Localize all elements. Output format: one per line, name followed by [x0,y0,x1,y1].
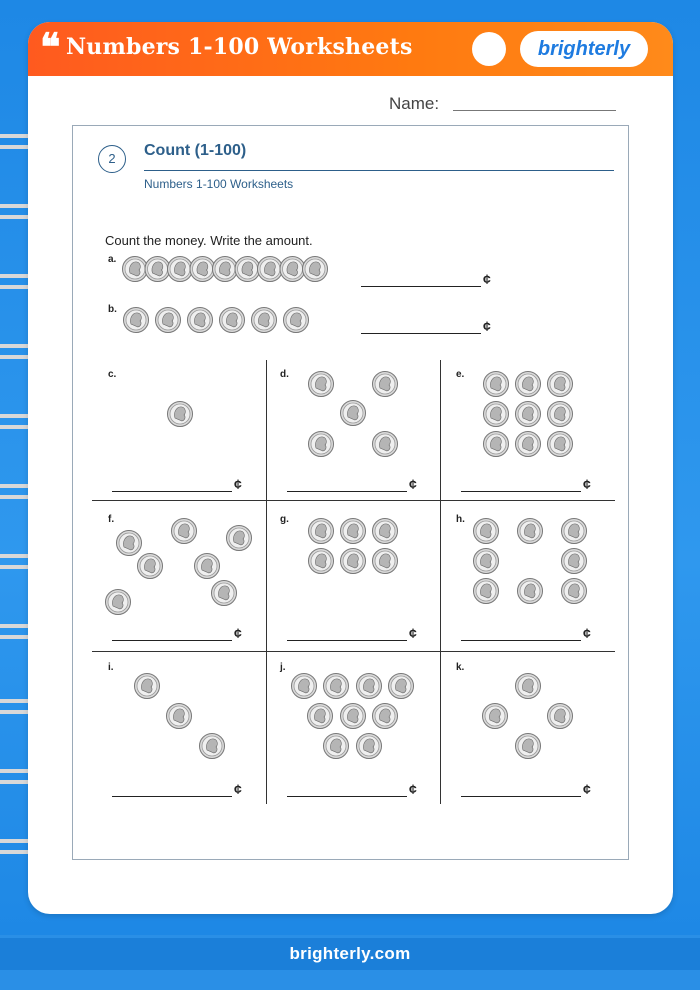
dime-coin-icon [373,704,398,729]
dime-coin-icon [548,372,573,397]
problem-label-h: h. [456,514,465,525]
dime-coin-icon [324,674,349,699]
dime-coin-icon [284,308,309,333]
coin-layer [28,22,673,914]
cent-sign: ¢ [234,781,242,797]
dime-coin-icon [212,581,237,606]
dime-coin-icon [167,704,192,729]
cent-sign: ¢ [234,625,242,641]
dime-coin-icon [516,402,541,427]
problem-label-e: e. [456,369,465,380]
dime-coin-icon [258,257,283,282]
dime-coin-icon [357,734,382,759]
dime-coin-icon [483,704,508,729]
dime-coin-icon [341,549,366,574]
cent-sign: ¢ [583,781,591,797]
header-title: Numbers 1-100 Worksheets [66,34,413,60]
dime-coin-icon [516,734,541,759]
dime-coin-icon [124,308,149,333]
cent-sign: ¢ [409,476,417,492]
dime-coin-icon [474,549,499,574]
exercise-title: Count (1-100) [144,142,247,159]
cent-sign: ¢ [234,476,242,492]
dime-coin-icon [518,579,543,604]
dime-coin-icon [195,554,220,579]
dime-coin-icon [292,674,317,699]
dime-coin-icon [562,579,587,604]
dime-coin-icon [324,734,349,759]
worksheet-card [28,22,673,914]
dime-coin-icon [280,257,305,282]
dime-coin-icon [373,372,398,397]
dime-coin-icon [123,257,148,282]
dime-coin-icon [474,519,499,544]
problem-label-d: d. [280,369,289,380]
problem-label-c: c. [108,369,117,380]
cent-sign: ¢ [409,781,417,797]
dime-coin-icon [135,674,160,699]
dime-coin-icon [138,554,163,579]
dime-coin-icon [516,432,541,457]
dime-coin-icon [309,549,334,574]
exercise-subtitle: Numbers 1-100 Worksheets [144,177,294,191]
dime-coin-icon [200,734,225,759]
dime-coin-icon [252,308,277,333]
cent-sign: ¢ [483,318,491,334]
dime-coin-icon [172,519,197,544]
dime-coin-icon [188,308,213,333]
dime-coin-icon [309,519,334,544]
dime-coin-icon [227,526,252,551]
dime-coin-icon [474,579,499,604]
quote-icon: ❝ [40,24,61,69]
dime-coin-icon [303,257,328,282]
problem-label-g: g. [280,514,289,525]
dime-coin-icon [341,401,366,426]
dime-coin-icon [213,257,238,282]
dime-coin-icon [548,704,573,729]
dime-coin-icon [357,674,382,699]
dime-coin-icon [484,402,509,427]
cent-sign: ¢ [583,476,591,492]
dime-coin-icon [484,372,509,397]
dime-coin-icon [389,674,414,699]
dime-coin-icon [220,308,245,333]
dime-coin-icon [548,402,573,427]
instruction-text: Count the money. Write the amount. [105,233,313,248]
cent-sign: ¢ [483,271,491,287]
dime-coin-icon [484,432,509,457]
dime-coin-icon [373,519,398,544]
cent-sign: ¢ [583,625,591,641]
dime-coin-icon [190,257,215,282]
dime-coin-icon [373,549,398,574]
dime-coin-icon [516,674,541,699]
dime-coin-icon [309,432,334,457]
dime-coin-icon [341,519,366,544]
problem-label-f: f. [108,514,115,525]
dime-coin-icon [106,590,131,615]
dime-coin-icon [168,257,193,282]
dime-coin-icon [117,531,142,556]
problem-label-j: j. [280,662,286,673]
dime-coin-icon [309,372,334,397]
footer-url[interactable]: brighterly.com [0,938,700,970]
problem-label-b: b. [108,304,117,315]
dime-coin-icon [145,257,170,282]
name-label: Name: [389,94,440,113]
dime-coin-icon [156,308,181,333]
cent-sign: ¢ [409,625,417,641]
dime-coin-icon [516,372,541,397]
dime-coin-icon [562,549,587,574]
dime-coin-icon [235,257,260,282]
dime-coin-icon [548,432,573,457]
problem-label-i: i. [108,662,114,673]
dime-coin-icon [308,704,333,729]
exercise-number: 2 [98,145,126,173]
dime-coin-icon [562,519,587,544]
dime-coin-icon [168,402,193,427]
problem-label-a: a. [108,254,117,265]
dime-coin-icon [341,704,366,729]
dime-coin-icon [518,519,543,544]
problem-label-k: k. [456,662,465,673]
brighterly-logo[interactable]: brighterly [520,31,648,67]
dime-coin-icon [373,432,398,457]
